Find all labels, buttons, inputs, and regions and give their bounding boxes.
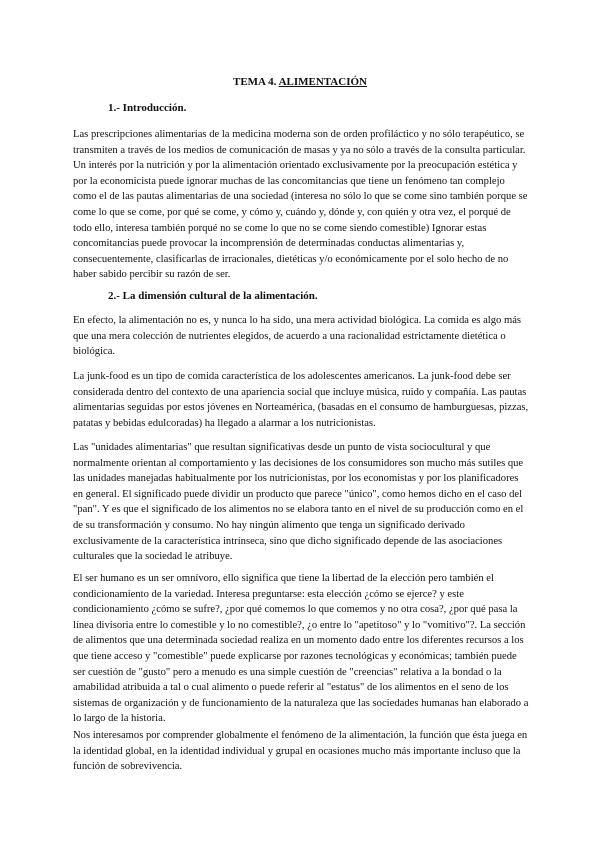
title-prefix: TEMA 4. bbox=[233, 76, 277, 88]
paragraph: Las "unidades alimentarias" que resultan significativas desde un punto de vista sociocultural y que normalmente orientan al comportamiento y las decisiones de los consumidores son mucho más sutiles que las unidades manejadas habitualmente por los nutricionistas, por los economistas y por los planificadores en general. El significado puede dividir un producto que parece "único", como hemos dicho en el caso del "pan". Y es que el significado de los alimentos no se elabora tanto en el nivel de su producción como en el de su transformación y consumo. No hay ningún alimento que tenga un significado derivado exclusivamente de la característica intrínseca, sino que dicho significado depende de las asociaciones culturales que la sociedad le atribuye. bbox=[73, 442, 524, 563]
paragraph-introduccion: Las prescripciones alimentarias de la medicina moderna son de orden profiláctico y no sólo terapéutico, se transmiten a través de los medios de comunicación de masas y ya no sólo a través de la consulta particular. Un interés por la nutrición y por la alimentación orientado exclusivamente por la preocupación estética y por la economicista puede ignorar muchas de las concomitancias que tiene un fenómeno tan complejo como el de las pautas alimentarias de una sociedad (interesa no sólo lo que se come sino también porque se come lo que se come, por qué se come, y cómo y, cuándo y, dónde y, con quién y otra vez, el porqué de todo ello, interesa también porqué no se come lo que no se come siendo comestible) Ignorar estas concomitancias puede provocar la incomprensión de determinadas conductas alimentarias y, consecuentemente, clasificarlas de irracionales, dietéticas y/o económicamente por el solo hecho de no haber sabido percibir su razón de ser. bbox=[73, 129, 528, 281]
paragraph: La junk-food es un tipo de comida característica de los adolescentes americanos. La junk-food debe ser considerada dentro del contexto de una apariencia social que incluye música, ruido y compañía. Las pautas alimentarias seguidas por estos jóvenes en Norteamérica, (basadas en el consumo de hamburguesas, pizzas, patatas y bebidas edulcoradas) ha llegado a alarmar a los nutricionistas. bbox=[73, 371, 529, 429]
paragraph: El ser humano es un ser omnívoro, ello significa que tiene la libertad de la elección pero también el condicionamiento de la variedad. Interesa preguntarse: esta elección ¿cómo se ejerce? y este condicionamiento ¿cómo se sufre?, ¿por qué comemos lo que comemos y no otra cosa?, ¿por qué pasa la línea divisoria entre lo comestible y lo no comestible?, ¿o entre lo "apetitoso" y lo "vomitivo"?. La sección de alimentos que una determinada sociedad realiza en un momento dado entre los diferentes recursos a los que tiene acceso y "comestible" puede explicarse por razones tecnológicas y económicas; también puede ser cuestión de "gusto" pero a menudo es una simple cuestión de "creencias" relativa a la bondad o la amabilidad atribuida a tal o cual alimento o puede referir al "estatus" de los alimentos en el seno de los sistemas de organización y de funcionamiento de la naturaleza que las sociedades humanas han elaborado a lo largo de la historia. bbox=[73, 573, 529, 725]
page-title bbox=[0, 75, 600, 89]
title-main: ALIMENTACIÓN bbox=[278, 76, 367, 88]
paragraph: En efecto, la alimentación no es, y nunca lo ha sido, una mera actividad biológica. La comida es algo más que una mera colección de nutrientes elegidos, de acuerdo a una racionalidad estrictamente dietética o biológica. bbox=[73, 315, 522, 358]
paragraph: Nos interesamos por comprender globalmente el fenómeno de la alimentación, la función que ésta juega en la identidad global, en la identidad individual y grupal en ocasiones mucho más importante incluso que la función de sobrevivencia. bbox=[73, 730, 528, 773]
section-heading-dimension-cultural: 2.- La dimensión cultural de la alimentación. bbox=[108, 290, 318, 302]
section-heading-introduccion: 1.- Introducción. bbox=[108, 102, 187, 114]
